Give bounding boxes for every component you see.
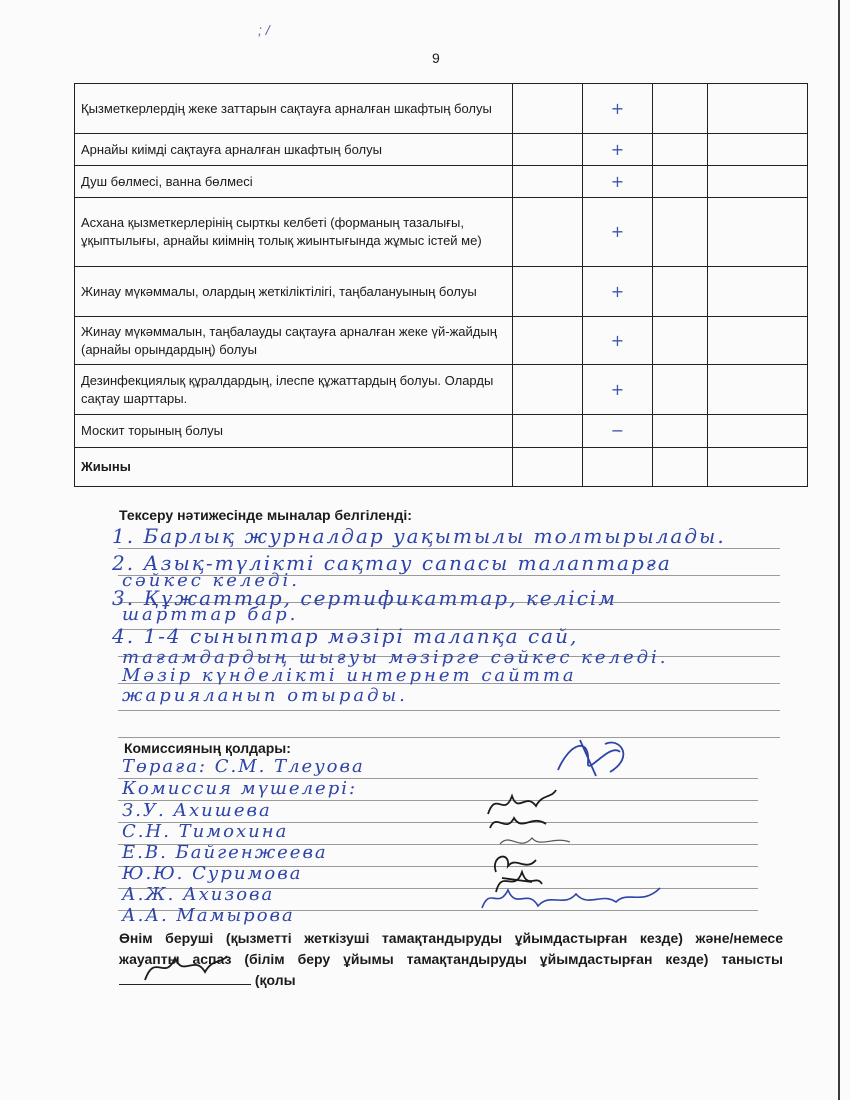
scan-edge-line <box>838 0 840 1100</box>
commission-member: Е.В. Байгенжеева <box>122 842 328 863</box>
mark-cell: + <box>583 166 653 198</box>
sign-label: (қолы <box>254 972 296 988</box>
empty-cell <box>708 267 808 317</box>
empty-cell <box>708 84 808 134</box>
result-line: тағамдардың шығуы мәзірге сәйкес келеді. <box>122 647 669 668</box>
ruled-line <box>118 737 780 738</box>
results-title: Тексеру нәтижесінде мыналар белгіленді: <box>119 507 412 523</box>
empty-cell <box>513 134 583 166</box>
empty-cell <box>653 448 708 487</box>
table-row <box>75 198 808 267</box>
commission-member: С.Н. Тимохина <box>122 821 289 842</box>
table-row <box>75 134 808 166</box>
table-row <box>75 415 808 448</box>
commission-member: Ю.Ю. Суримова <box>122 863 303 884</box>
table-row <box>75 84 808 134</box>
empty-cell <box>653 365 708 415</box>
checklist-table <box>74 83 808 487</box>
empty-cell <box>708 415 808 448</box>
empty-cell <box>513 448 583 487</box>
empty-cell <box>708 317 808 365</box>
result-line: 1. Барлық журналдар уақытылы толтырылады. <box>112 524 726 548</box>
empty-cell <box>653 317 708 365</box>
empty-cell <box>653 198 708 267</box>
empty-cell <box>513 267 583 317</box>
criterion-cell: Қызметкерлердің жеке заттарын сақтауға арналған шкафтың болуы <box>75 84 513 134</box>
empty-cell <box>653 84 708 134</box>
ruled-line <box>118 548 780 549</box>
result-line: жарияланып отырады. <box>122 685 408 706</box>
result-line: 3. Құжаттар, сертификаттар, келісім <box>112 586 617 610</box>
criterion-cell: Асхана қызметкерлерінің сырткы келбеті (форманың тазалығы, ұқыптылығы, арнайы киімнің толық жиынтығында жұмыс істей ме) <box>75 198 513 267</box>
table-row-total <box>75 448 808 487</box>
empty-cell <box>708 134 808 166</box>
signature-blank <box>119 970 251 985</box>
empty-cell <box>708 198 808 267</box>
empty-cell <box>513 166 583 198</box>
table-row <box>75 267 808 317</box>
commission-member: А.А. Мамырова <box>122 905 295 926</box>
mark-cell: + <box>583 267 653 317</box>
result-line: 4. 1-4 сыныптар мәзірі талапқа сай, <box>112 624 579 648</box>
commission-member: А.Ж. Ахизова <box>122 884 275 905</box>
chair-signature-icon <box>550 732 640 782</box>
empty-cell <box>513 415 583 448</box>
empty-cell <box>653 267 708 317</box>
empty-cell <box>653 415 708 448</box>
criterion-cell: Жинау мүкәммалын, таңбалауды сақтауға арналған жеке үй-жайдың (арнайы орындардың) болуы <box>75 317 513 365</box>
member-signature-icon <box>476 880 666 914</box>
footer-text: Өнім беруші (қызметті жеткізуші тамақтандыруды ұйымдастырған кезде) және/немесе жауапты аспаз (білім беру ұйымы тамақтандыруды ұйымдастырған кезде) танысты <box>119 930 783 967</box>
cook-signature-icon <box>139 948 229 988</box>
empty-cell <box>653 134 708 166</box>
table-row <box>75 365 808 415</box>
criterion-cell: Жинау мүкәммалы, олардың жеткіліктілігі, таңбалануының болуы <box>75 267 513 317</box>
criterion-cell: Москит торының болуы <box>75 415 513 448</box>
criterion-cell: Дезинфекциялық құралдардың, ілеспе құжаттардың болуы. Оларды сақтау шарттары. <box>75 365 513 415</box>
criterion-cell: Арнайы киімді сақтауға арналған шкафтың болуы <box>75 134 513 166</box>
top-mark: ; / <box>258 22 270 38</box>
empty-cell <box>708 448 808 487</box>
commission-member: Комиссия мүшелері: <box>122 778 358 799</box>
total-label: Жиыны <box>75 448 513 487</box>
empty-cell <box>653 166 708 198</box>
result-line: 2. Азық-түлікті сақтау сапасы талаптарға <box>112 551 672 575</box>
table-row <box>75 317 808 365</box>
empty-cell <box>513 198 583 267</box>
mark-cell: + <box>583 198 653 267</box>
empty-cell <box>513 365 583 415</box>
criterion-cell: Душ бөлмесі, ванна бөлмесі <box>75 166 513 198</box>
commission-title: Комиссияның қолдары: <box>124 740 291 756</box>
empty-cell <box>708 365 808 415</box>
empty-cell <box>513 84 583 134</box>
mark-cell: + <box>583 84 653 134</box>
result-line: Мәзір күнделікті интернет сайтта <box>122 665 577 686</box>
ruled-line <box>118 710 780 711</box>
result-line: шарттар бар. <box>122 604 299 625</box>
commission-member: Төраға: С.М. Тлеуова <box>122 756 365 777</box>
empty-cell <box>708 166 808 198</box>
table-row <box>75 166 808 198</box>
mark-cell: + <box>583 365 653 415</box>
result-line: сәйкес келеді. <box>122 570 300 591</box>
mark-cell: − <box>583 415 653 448</box>
page-number: 9 <box>432 50 440 66</box>
footer-acknowledgement <box>119 928 783 991</box>
mark-cell: + <box>583 317 653 365</box>
commission-member: З.У. Ахишева <box>122 800 272 821</box>
mark-cell: + <box>583 134 653 166</box>
empty-cell <box>513 317 583 365</box>
empty-cell <box>583 448 653 487</box>
